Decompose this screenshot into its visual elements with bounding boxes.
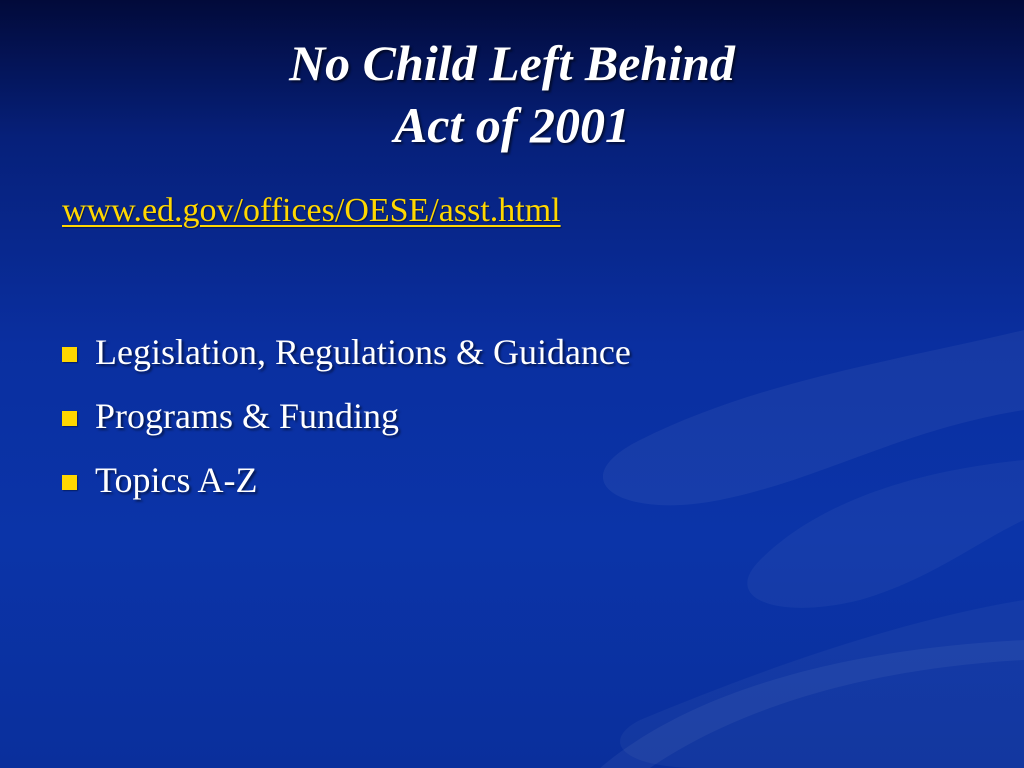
url-link[interactable]: www.ed.gov/offices/OESE/asst.html xyxy=(62,192,561,229)
bullet-text: Topics A-Z xyxy=(95,460,258,500)
slide-title xyxy=(0,32,1024,156)
square-bullet-icon xyxy=(62,347,77,362)
square-bullet-icon xyxy=(62,475,77,490)
title-line-2: Act of 2001 xyxy=(393,97,631,153)
title-line-1: No Child Left Behind xyxy=(289,35,735,91)
bullet-list xyxy=(62,320,631,512)
bullet-text: Legislation, Regulations & Guidance xyxy=(95,332,631,372)
bullet-item xyxy=(62,384,631,448)
bullet-item xyxy=(62,448,631,512)
bullet-text: Programs & Funding xyxy=(95,396,400,436)
bullet-item xyxy=(62,320,631,384)
square-bullet-icon xyxy=(62,411,77,426)
